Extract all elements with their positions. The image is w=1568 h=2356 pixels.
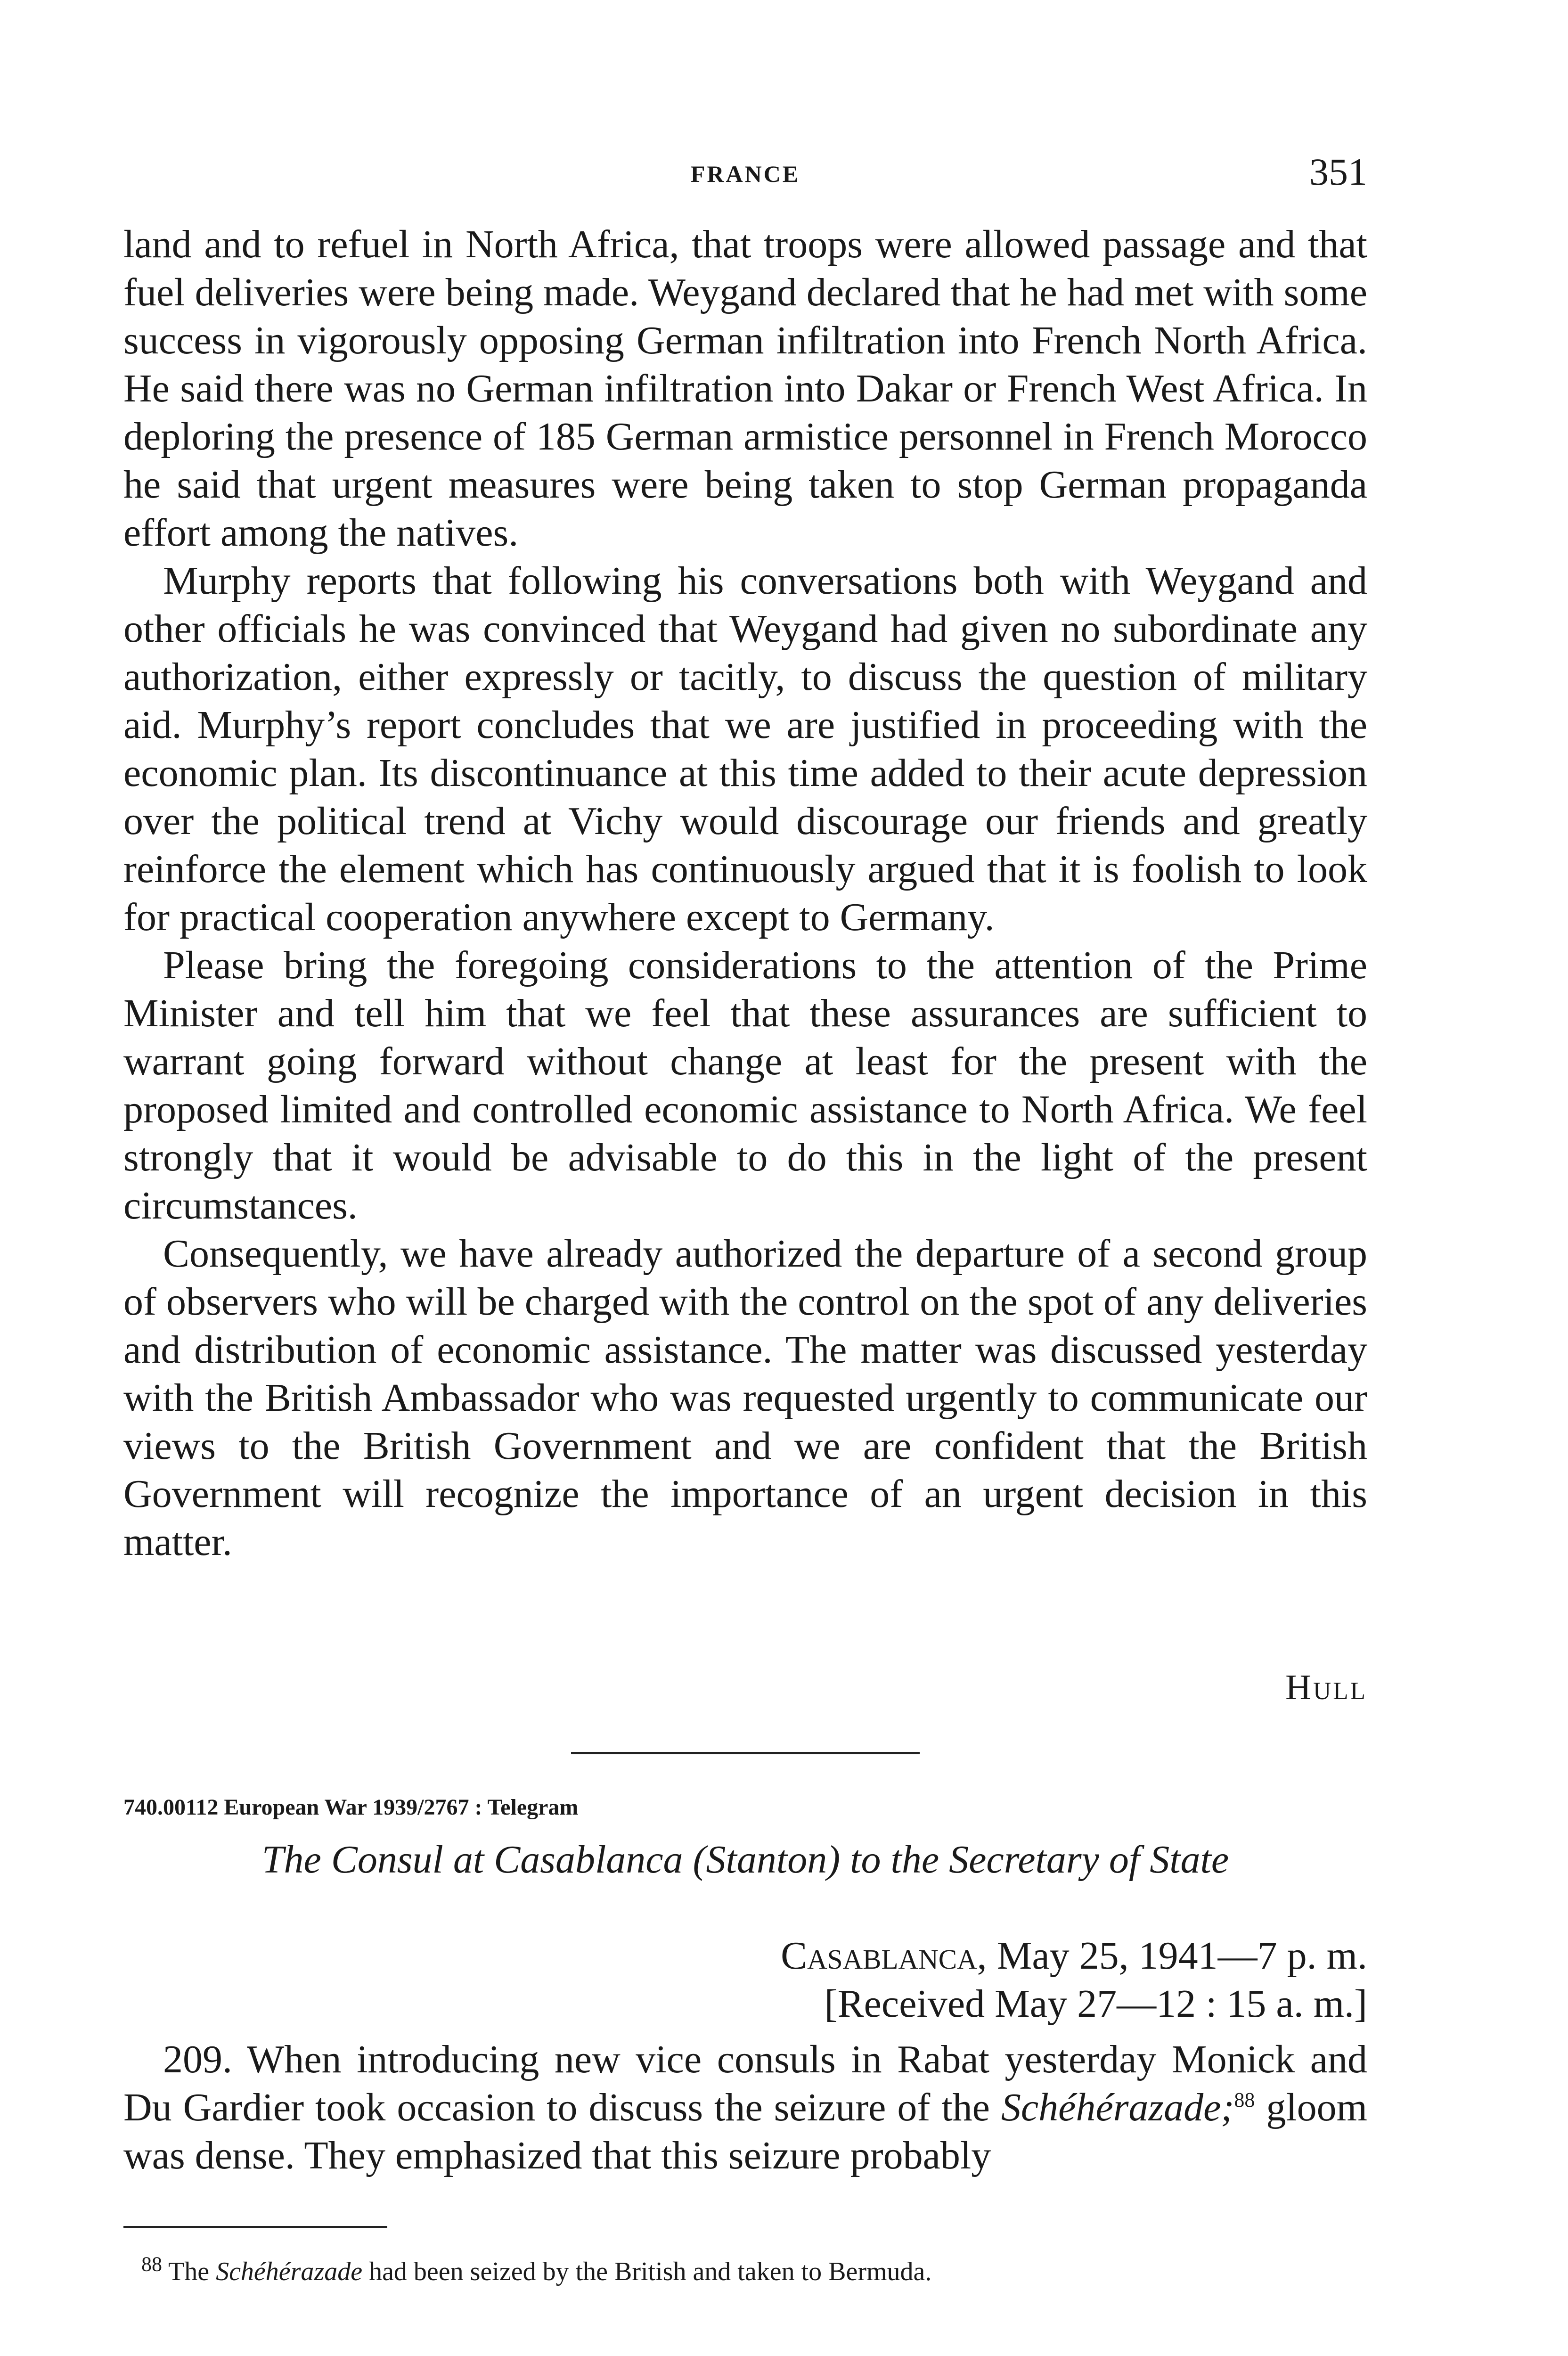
dateline [123,1932,1367,2028]
date-text: May 25, 1941—7 p. m. [987,1934,1367,1978]
received-line: [Received May 27—12 : 15 a. m.] [824,1982,1367,2026]
footnote-number: 88 [141,2252,162,2276]
telegram-body [123,2036,1367,2180]
paragraph-1: land and to refuel in North Africa, that troops were allowed passage and that fuel deliveries were being made. Weygand declared that he had met with some success in vigorously opposing German infiltration into French North Africa. He said there was no German infiltration into Dakar or French West Africa. In deploring the presence of 185 German armistice personnel in French Morocco he said that urgent measures were being taken to stop German propaganda effort among the natives. [123,222,1367,555]
paragraph-2: Murphy reports that following his conversations both with Weygand and other officials he was convinced that Weygand had given no subordinate any authorization, either expressly or tacitly, to discuss the question of military aid. Murphy’s report concludes that we are justified in proceeding with the economic plan. Its discontinuance at this time added to their acute depression over the political trend at Vichy would discourage our friends and greatly reinforce the element which has continuously argued that it is foolish to look for practical cooperation anywhere except to Germany. [123,559,1367,939]
page-number: 351 [1309,150,1367,193]
footnote-divider [123,2226,387,2228]
document-title: The Consul at Casablanca (Stanton) to the Secretary of State [261,1838,1229,1882]
footnote-text-start: The [168,2257,216,2286]
signature: Hull [1285,1668,1367,1707]
paragraph-3: Please bring the foregoing considerations to the attention of the Prime Minister and tell him that we feel that these assurances are sufficient to warrant going forward without change at least for the present with the proposed limited and controlled economic assistance to North Africa. We feel strongly that it would be advisable to do this in the light of the present circumstances. [123,943,1367,1227]
telegram-paragraph [123,2036,1367,2180]
telegram-text-end: gloom was dense. They emphasized that this seizure probably [123,2086,1367,2177]
ship-name: Schéhérazade; [1001,2086,1234,2129]
date-line [123,1932,1367,1980]
telegram-text-start: 209. When introducing new vice consuls in Rabat yesterday Monick and Du Gardier took occasion to discuss the seizure of the [123,2037,1367,2129]
paragraph-4: Consequently, we have already authorized the departure of a second group of observers who will be charged with the control on the spot of any deliveries and distribution of economic assistance. The matter was discussed yesterday with the British Ambassador who was requested urgently to communicate our views to the British Government and we are confident that the British Government will recognize the importance of an urgent decision in this matter. [123,1232,1367,1564]
footnote-ship-name: Schéhérazade [216,2257,363,2286]
file-reference: 740.00112 European War 1939/2767 : Telegram [123,1795,579,1820]
place-name: Casablanca, [781,1934,987,1978]
footnote-text-end: had been seized by the British and taken to Bermuda. [362,2257,932,2286]
section-divider [571,1752,920,1754]
body-text [123,221,1367,1566]
footnote [141,2252,1366,2288]
page-header [123,150,1367,202]
footnote-reference: 88 [1234,2088,1255,2111]
running-title: FRANCE [690,161,800,187]
